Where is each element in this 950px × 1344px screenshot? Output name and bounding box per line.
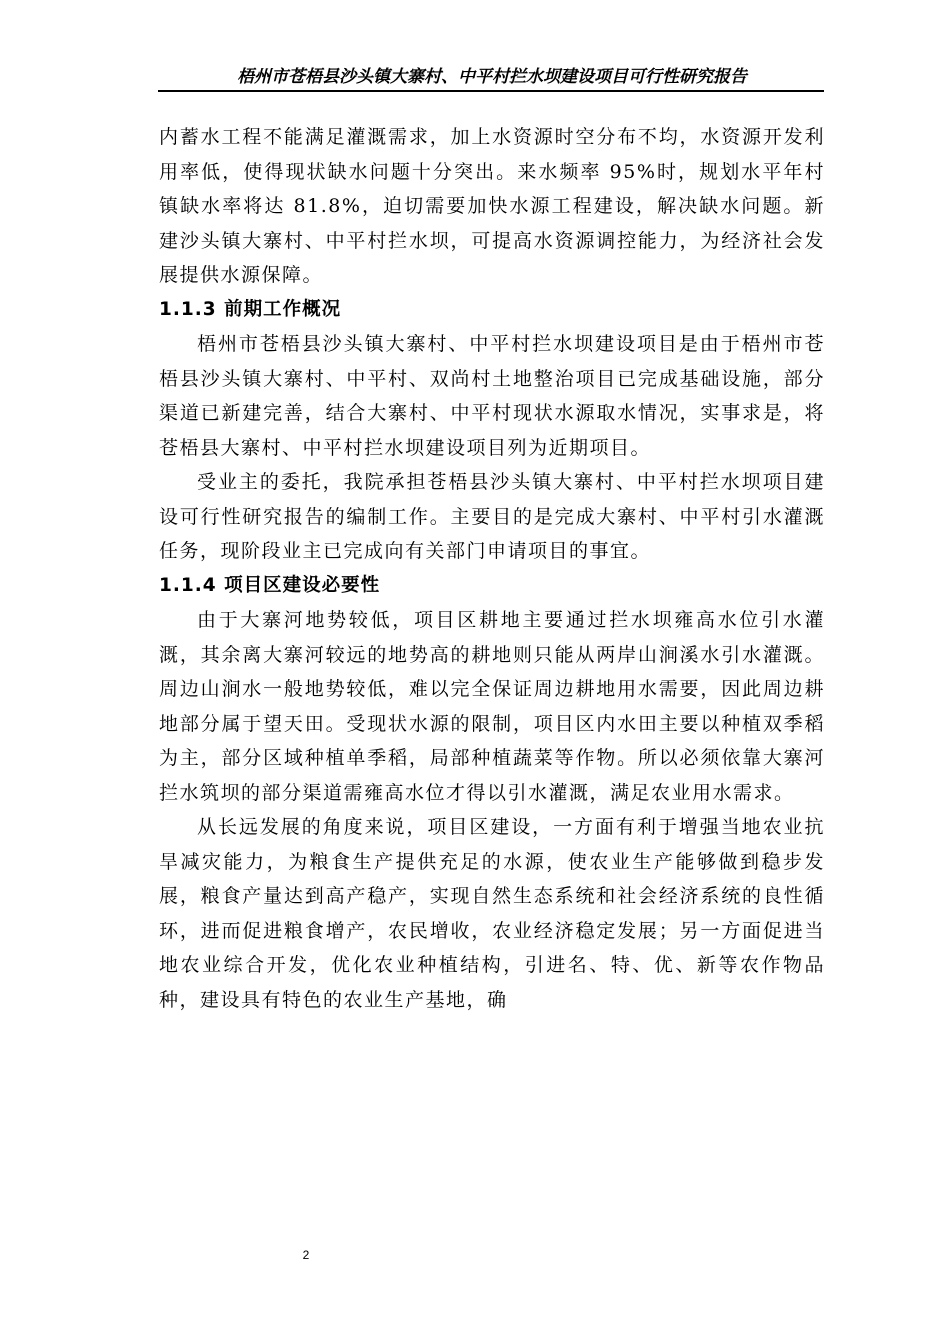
body-text [159, 120, 825, 1017]
section-heading-1-1-3: 1.1.3 前期工作概况 [159, 298, 342, 320]
section-heading-1-1-4: 1.1.4 项目区建设必要性 [159, 574, 381, 596]
paragraph: 受业主的委托，我院承担苍梧县沙头镇大寨村、中平村拦水坝项目建设可行性研究报告的编制工作。主要目的是完成大寨村、中平村引水灌溉任务，现阶段业主已完成向有关部门申请项目的事宜。 [159, 471, 825, 562]
paragraph: 内蓄水工程不能满足灌溉需求，加上水资源时空分布不均，水资源开发利用率低，使得现状缺水问题十分突出。来水频率 95%时，规划水平年村镇缺水率将达 81.8%，迫切需要加快水源工程建设，解决缺水问题。新建沙头镇大寨村、中平村拦水坝，可提高水资源调控能力，为经济社会发展提供水源保障。 [159, 126, 825, 286]
running-header: 梧州市苍梧县沙头镇大寨村、中平村拦水坝建设项目可行性研究报告 [237, 67, 747, 87]
paragraph: 由于大寨河地势较低，项目区耕地主要通过拦水坝雍高水位引水灌溉，其余离大寨河较远的地势高的耕地则只能从两岸山涧溪水引水灌溉。周边山涧水一般地势较低，难以完全保证周边耕地用水需要，因此周边耕地部分属于望天田。受现状水源的限制，项目区内水田主要以种植双季稻为主，部分区域种植单季稻，局部种植蔬菜等作物。所以必须依靠大寨河拦水筑坝的部分渠道需雍高水位才得以引水灌溉，满足农业用水需求。 [159, 609, 825, 804]
paragraph: 梧州市苍梧县沙头镇大寨村、中平村拦水坝建设项目是由于梧州市苍梧县沙头镇大寨村、中平村、双尚村土地整治项目已完成基础设施，部分渠道已新建完善，结合大寨村、中平村现状水源取水情况，实事求是，将苍梧县大寨村、中平村拦水坝建设项目列为近期项目。 [159, 333, 825, 459]
page-number: 2 [302, 1248, 310, 1262]
header-rule [158, 90, 824, 92]
paragraph: 从长远发展的角度来说，项目区建设，一方面有利于增强当地农业抗旱减灾能力，为粮食生产提供充足的水源，使农业生产能够做到稳步发展，粮食产量达到高产稳产，实现自然生态系统和社会经济系统的良性循环，进而促进粮食增产，农民增收，农业经济稳定发展；另一方面促进当地农业综合开发，优化农业种植结构，引进名、特、优、新等农作物品种，建设具有特色的农业生产基地，确 [159, 816, 825, 1011]
